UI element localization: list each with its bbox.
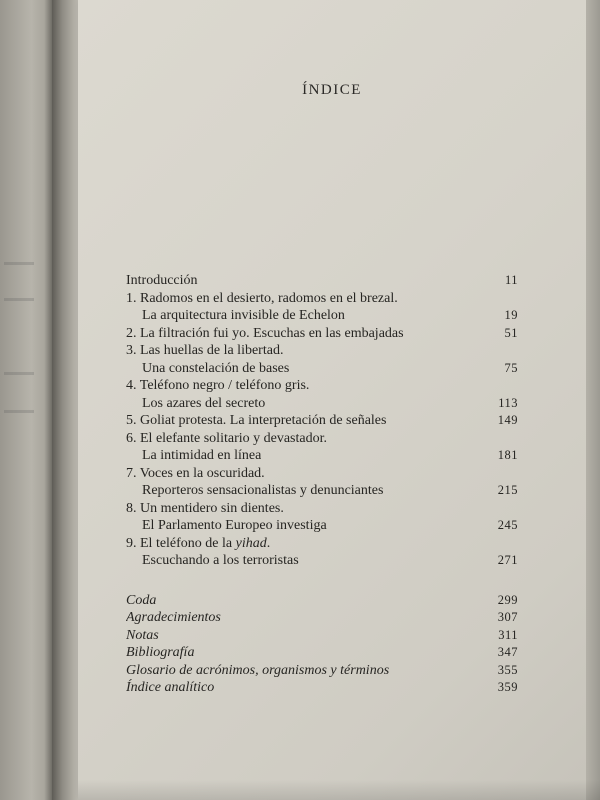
toc-entry xyxy=(126,430,518,448)
toc-page-number: 75 xyxy=(504,360,518,375)
backmatter-page-number: 311 xyxy=(498,627,518,642)
backmatter-entry xyxy=(126,644,518,662)
toc-entry xyxy=(126,395,518,413)
backmatter-entry xyxy=(126,662,518,680)
backmatter-entry xyxy=(126,679,518,697)
toc-entry-text: Escuchando a los terroristas xyxy=(142,553,299,568)
toc-page-number: 149 xyxy=(497,413,518,427)
toc-entry xyxy=(126,342,518,360)
toc-page-number: 11 xyxy=(504,273,518,287)
toc-page-number: 51 xyxy=(504,325,518,340)
toc-entry-text-prefix: 9. El teléfono de la xyxy=(126,535,236,551)
facing-page-ghost-text xyxy=(4,372,34,375)
toc-entry xyxy=(126,360,518,378)
backmatter-entry xyxy=(126,592,518,610)
toc-entry-text: La intimidad en línea xyxy=(142,448,262,463)
backmatter-page-number: 359 xyxy=(497,680,518,694)
toc-entry xyxy=(126,465,518,483)
toc-entry-text: 3. Las huellas de la libertad. xyxy=(126,343,284,358)
toc-entry-text-suffix: . xyxy=(266,535,271,551)
backmatter-entry-text: Índice analítico xyxy=(126,680,215,695)
toc-entry xyxy=(126,482,518,500)
toc-entry xyxy=(126,290,518,308)
toc-entry-text: 2. La filtración fui yo. Escuchas en las embajadas xyxy=(126,325,404,341)
backmatter-entry-text: Agradecimientos xyxy=(126,610,221,625)
toc-entry-text-italic: yihad xyxy=(235,535,267,551)
page-stack-edge xyxy=(586,0,600,800)
toc-entry-text: 4. Teléfono negro / teléfono gris. xyxy=(126,378,310,393)
toc-entry-text: 8. Un mentidero sin dientes. xyxy=(126,500,284,516)
toc-entry xyxy=(126,272,518,290)
toc-entry xyxy=(126,552,518,570)
backmatter-page-number: 307 xyxy=(497,610,518,624)
facing-page-ghost-text xyxy=(4,262,34,265)
toc-page-number: 271 xyxy=(497,553,518,567)
toc-entry xyxy=(126,412,518,430)
facing-page-edge xyxy=(0,0,52,800)
backmatter-entry-text: Coda xyxy=(126,592,157,608)
toc-entry-text xyxy=(126,535,270,553)
toc-page-number: 19 xyxy=(504,308,518,322)
toc-entry-text: 1. Radomos en el desierto, radomos en el brezal. xyxy=(126,290,398,306)
toc-entry xyxy=(126,377,518,395)
backmatter-entry xyxy=(126,627,518,645)
toc-entry-text: 6. El elefante solitario y devastador. xyxy=(126,430,327,446)
facing-page-ghost-text xyxy=(4,298,34,301)
page-title: ÍNDICE xyxy=(302,82,362,98)
backmatter-page-number: 347 xyxy=(497,645,518,659)
backmatter-entry xyxy=(126,609,518,627)
toc-entry-text: 7. Voces en la oscuridad. xyxy=(126,465,265,481)
backmatter-page-number: 355 xyxy=(497,662,518,677)
backmatter-entry-text: Glosario de acrónimos, organismos y términos xyxy=(126,662,390,678)
toc-entry xyxy=(126,325,518,343)
backmatter-entry-text: Notas xyxy=(126,627,159,643)
toc-entry-text: El Parlamento Europeo investiga xyxy=(142,518,327,533)
toc-entry-text: Una constelación de bases xyxy=(142,360,290,376)
toc-page-number: 215 xyxy=(497,483,518,497)
backmatter-page-number: 299 xyxy=(497,592,518,607)
page-shadow xyxy=(78,780,600,800)
toc-entry xyxy=(126,535,518,553)
toc-entry xyxy=(126,517,518,535)
toc-page-number: 113 xyxy=(498,395,518,410)
toc-entry-text: 5. Goliat protesta. La interpretación de señales xyxy=(126,413,387,428)
section-spacer xyxy=(126,570,518,592)
toc-entry-text: Reporteros sensacionalistas y denunciantes xyxy=(142,483,384,498)
toc-entry-text: Los azares del secreto xyxy=(142,395,266,411)
toc-entry xyxy=(126,500,518,518)
toc-page-number: 245 xyxy=(497,518,518,532)
toc-entry-text: La arquitectura invisible de Echelon xyxy=(142,308,345,323)
toc-entry-text: Introducción xyxy=(126,273,198,288)
toc-entry xyxy=(126,307,518,325)
backmatter-entry-text: Bibliografía xyxy=(126,645,195,660)
toc-page-number: 181 xyxy=(497,448,518,462)
table-of-contents xyxy=(126,272,518,697)
facing-page-ghost-text xyxy=(4,410,34,413)
toc-entry xyxy=(126,447,518,465)
